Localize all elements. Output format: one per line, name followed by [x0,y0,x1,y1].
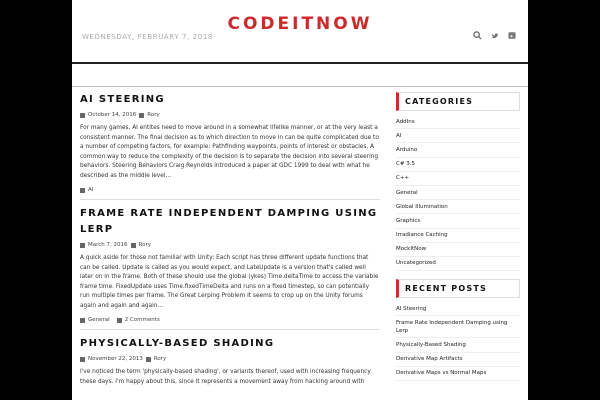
post-excerpt: I've noticed the term 'physically-based shading', or variants thereof, used with increasing frequency these days. I'm happy about this, since it represents a movement away from hacking around with [80,369,371,385]
main-content [80,92,380,387]
comment-icon [117,318,122,323]
post-title[interactable]: FRAME RATE INDEPENDENT DAMPING USING LERP [80,208,378,235]
category-link[interactable]: Uncategorized [396,257,520,271]
post-date[interactable]: March 7, 2016 [88,242,128,248]
post-author[interactable]: Rory [153,356,167,362]
calendar-icon [80,357,85,362]
category-link[interactable]: General [396,186,520,200]
category-link[interactable]: AI [396,129,520,143]
nav-divider [72,86,528,87]
recent-post-link[interactable]: Derivative Map Artifacts [396,353,520,367]
post-date[interactable]: November 22, 2013 [88,356,143,362]
recent-post-link[interactable]: AI Steering [396,302,520,316]
user-icon [139,113,144,118]
category-link[interactable]: Global Illumination [396,200,520,214]
post-excerpt: A quick aside for those not familiar with Unity: Each script has three different update functions that can be called. Update is called as you would expect, and LateUpdate is a version that's called well later on in the frame. Both of these should use the global (ykes) Time.deltaTime to access the variable frame time. FixedUpdate uses Time.fixedTimeDelta and runs on a fixed timestep, so can potentially run multiple times per frame. The Great Lerping Problem It seems to crop up on the Unity forums again and again and again… [80,255,379,309]
post-meta [80,356,380,362]
twitter-icon[interactable] [491,32,499,40]
post-separator [80,199,380,200]
page [72,0,528,400]
search-icon[interactable] [473,31,482,40]
site-title[interactable]: CODEITNOW [227,14,373,34]
recent-posts-list [396,302,520,381]
post [80,92,380,200]
post-title[interactable]: PHYSICALLY-BASED SHADING [80,338,275,349]
post [80,336,380,387]
post-meta [80,112,380,118]
sidebar [396,92,520,381]
category-link[interactable]: C++ [396,172,520,186]
post-title[interactable]: AI STEERING [80,94,165,105]
post-meta [80,242,380,248]
recent-post-link[interactable]: Frame Rate Independent Damping using Lerp [396,316,520,338]
post-date[interactable]: October 14, 2016 [88,112,137,118]
category-link[interactable]: Arduino [396,143,520,157]
post-footer [80,317,380,323]
calendar-icon [80,243,85,248]
recent-posts-heading: RECENT POSTS [396,279,520,298]
post-author[interactable]: Rory [147,112,160,118]
youtube-icon[interactable] [508,31,516,40]
site-header [72,0,528,64]
post-separator [80,329,380,330]
categories-heading: CATEGORIES [396,92,520,111]
category-link[interactable]: C# 3.5 [396,158,520,172]
folder-icon [80,188,85,193]
categories-list [396,115,520,271]
recent-post-link[interactable]: Physically-Based Shading [396,338,520,352]
post-footer [80,187,380,193]
header-date: WEDNESDAY, FEBRUARY 7, 2018 [82,33,213,41]
category-link[interactable]: AddIns [396,115,520,129]
user-icon [146,357,151,362]
post-category[interactable]: General [88,317,110,323]
category-link[interactable]: MockItNow [396,243,520,257]
recent-post-link[interactable]: Derivative Maps vs Normal Maps [396,367,520,381]
post-category[interactable]: AI [88,187,94,193]
user-icon [131,243,136,248]
header-icons [473,31,516,40]
post [80,206,380,330]
folder-icon [80,318,85,323]
post-comments[interactable]: 2 Comments [124,317,160,323]
svg-text:▶: ▶ [510,34,514,39]
category-link[interactable]: Irradiance Caching [396,229,520,243]
post-excerpt: For many games, AI entites need to move around in a somewhat lifelike manner, or at the very least a consistent manner. The final decision as to which direction to move in can be quite complicated due to a number of competing factors, for example: Pathfinding waypoints, points of interest or obstacles. A common way to reduce the complexity of the decision is to separate the decision into several steering behaviors. Steering Behaviors Craig Reynolds introduced a paper at GDC 1999 to deal with what he described as the middle level… [80,125,379,179]
category-link[interactable]: Graphics [396,214,520,228]
calendar-icon [80,113,85,118]
post-author[interactable]: Rory [138,242,151,248]
